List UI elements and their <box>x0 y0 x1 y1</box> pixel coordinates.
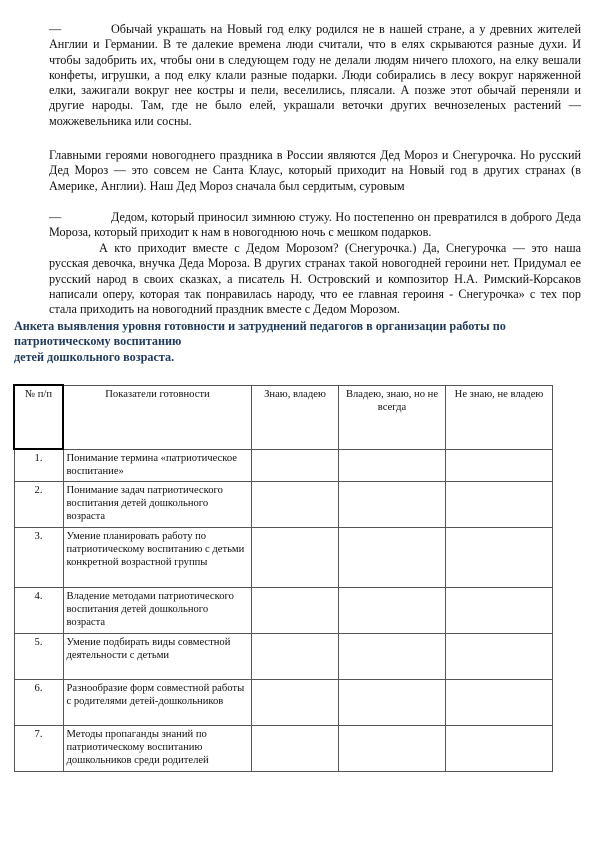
answer-cell[interactable] <box>339 481 446 527</box>
header-sometimes: Владею, знаю, но не всегда <box>339 385 446 449</box>
answer-cell[interactable] <box>252 449 339 481</box>
table-row <box>14 725 553 771</box>
answer-cell[interactable] <box>339 587 446 633</box>
row-indicator: Владение методами патриотического воспитания детей дошкольного возраста <box>63 587 252 633</box>
row-number: 5. <box>14 633 63 679</box>
answer-cell[interactable] <box>446 633 553 679</box>
table-header-row <box>14 385 553 449</box>
row-indicator: Методы пропаганды знаний по патриотическому воспитанию дошкольников среди родителей <box>63 725 252 771</box>
answer-cell[interactable] <box>446 481 553 527</box>
survey-title-line1: Анкета выявления уровня готовности и затруднений педагогов в организации работы по патриотическому воспитанию <box>14 319 506 349</box>
answer-cell[interactable] <box>339 527 446 587</box>
header-number: № п/п <box>14 385 63 449</box>
answer-cell[interactable] <box>252 481 339 527</box>
answer-cell[interactable] <box>252 725 339 771</box>
paragraph-text: Дедом, который приносил зимнюю стужу. Но постепенно он превратился в доброго Деда Мороза, который приходит к нам в новогоднюю ночь с мешком подарков. <box>49 210 581 240</box>
paragraph-dash: — <box>49 22 62 36</box>
row-number: 7. <box>14 725 63 771</box>
paragraph-snegurochka: А кто приходит вместе с Дедом Морозом? (Снегурочка.) Да, Снегурочка — это наша русская девочка, внучка Деда Мороза. В других странах такой новогодней героини нет. Придумал ее русский народ в своих сказках, а писатель Н. Островский и композитор Н.А. Римский-Корсаков написали оперу, которая так понравилась народу, что ее главная героиня - Снегурочка» с тех пор стала приходить на новогодний праздник вместе с Дедом Морозом. <box>49 241 581 317</box>
row-indicator: Понимание термина «патриотическое воспитание» <box>63 449 252 481</box>
survey-title-line2: детей дошкольного возраста. <box>14 349 175 364</box>
answer-cell[interactable] <box>446 527 553 587</box>
answer-cell[interactable] <box>339 449 446 481</box>
row-number: 3. <box>14 527 63 587</box>
answer-cell[interactable] <box>252 527 339 587</box>
header-know: Знаю, владею <box>252 385 339 449</box>
survey-table <box>13 384 553 772</box>
answer-cell[interactable] <box>252 679 339 725</box>
paragraph-dash: — <box>49 210 62 224</box>
row-indicator: Разнообразие форм совместной работы с родителями детей-дошкольников <box>63 679 252 725</box>
paragraph-text: Обычай украшать на Новый год елку родился не в нашей стране, а у древних жителей Англии и Германии. В те далекие времена люди считали, что в елях скрываются разные духи. И чтобы задобрить их, чтобы они в следующем году не делали людям ничего плохого, на елку вешали конфеты, игрушки, а под елку клали разные подарки. Люди собирались в лесу вокруг наряженной елки, зажигали вокруг нее костры и пели, веселились, плясали. А позже этот обычай переняли и другие народы. Там, где не было елей, украшали веточки других вечнозеленых растений — можжевельника или сосны. <box>49 22 581 128</box>
answer-cell[interactable] <box>339 725 446 771</box>
answer-cell[interactable] <box>339 679 446 725</box>
paragraph-kind-grandfather <box>49 210 581 241</box>
answer-cell[interactable] <box>446 679 553 725</box>
table-row <box>14 527 553 587</box>
row-indicator: Умение планировать работу по патриотическому воспитанию с детьми конкретной возрастной группы <box>63 527 252 587</box>
row-number: 1. <box>14 449 63 481</box>
answer-cell[interactable] <box>339 633 446 679</box>
answer-cell[interactable] <box>446 725 553 771</box>
answer-cell[interactable] <box>252 633 339 679</box>
answer-cell[interactable] <box>252 587 339 633</box>
table-row <box>14 449 553 481</box>
row-number: 6. <box>14 679 63 725</box>
table-row <box>14 679 553 725</box>
paragraph-grandfather-frost: Главными героями новогоднего праздника в России являются Дед Мороз и Снегурочка. Но русский Дед Мороз — это совсем не Санта Клаус, который приходит на Новый год в других странах (в Америке, Англии). Наш Дед Мороз сначала был сердитым, суровым <box>49 148 581 193</box>
paragraph-tree-custom <box>49 22 581 129</box>
table-row <box>14 633 553 679</box>
answer-cell[interactable] <box>446 587 553 633</box>
row-number: 4. <box>14 587 63 633</box>
table-row <box>14 587 553 633</box>
header-indicators: Показатели готовности <box>63 385 252 449</box>
header-dont-know: Не знаю, не владею <box>446 385 553 449</box>
row-indicator: Понимание задач патриотического воспитания детей дошкольного возраста <box>63 481 252 527</box>
table-row <box>14 481 553 527</box>
row-number: 2. <box>14 481 63 527</box>
answer-cell[interactable] <box>446 449 553 481</box>
survey-title <box>14 319 574 365</box>
row-indicator: Умение подбирать виды совместной деятельности с детьми <box>63 633 252 679</box>
